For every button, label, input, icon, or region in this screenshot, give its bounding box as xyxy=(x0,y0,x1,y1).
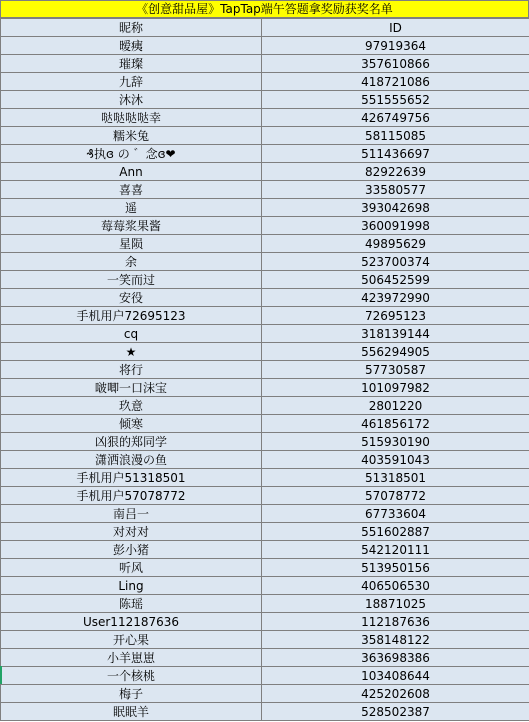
nickname-cell[interactable]: 糯米兔 xyxy=(1,127,262,145)
nickname-cell[interactable]: 余 xyxy=(1,253,262,271)
table-row xyxy=(1,559,529,577)
table-row xyxy=(1,487,529,505)
id-cell[interactable]: 363698386 xyxy=(262,649,529,667)
id-cell[interactable]: 318139144 xyxy=(262,325,529,343)
id-cell[interactable]: 403591043 xyxy=(262,451,529,469)
nickname-cell[interactable]: 彭小猪 xyxy=(1,541,262,559)
id-cell[interactable]: 103408644 xyxy=(262,667,529,685)
nickname-cell[interactable]: 眠眠羊 xyxy=(1,703,262,721)
nickname-cell[interactable]: 梅子 xyxy=(1,685,262,703)
nickname-cell[interactable]: 南吕一 xyxy=(1,505,262,523)
id-cell[interactable]: 513950156 xyxy=(262,559,529,577)
table-row xyxy=(1,181,529,199)
id-cell[interactable]: 112187636 xyxy=(262,613,529,631)
table-row xyxy=(1,235,529,253)
id-cell[interactable]: 358148122 xyxy=(262,631,529,649)
id-cell[interactable]: 49895629 xyxy=(262,235,529,253)
id-cell[interactable]: 551602887 xyxy=(262,523,529,541)
header-id-cell[interactable]: ID xyxy=(262,19,529,37)
nickname-cell[interactable]: 手机用户51318501 xyxy=(1,469,262,487)
nickname-cell[interactable]: 对对对 xyxy=(1,523,262,541)
table-row xyxy=(1,325,529,343)
id-cell[interactable]: 18871025 xyxy=(262,595,529,613)
nickname-cell[interactable]: 九辞 xyxy=(1,73,262,91)
nickname-cell[interactable]: ★ xyxy=(1,343,262,361)
id-cell[interactable]: 425202608 xyxy=(262,685,529,703)
table-row xyxy=(1,379,529,397)
table-row xyxy=(1,469,529,487)
header-name-cell[interactable]: 昵称 xyxy=(1,19,262,37)
nickname-cell[interactable]: 哒哒哒哒幸 xyxy=(1,109,262,127)
id-cell[interactable]: 97919364 xyxy=(262,37,529,55)
nickname-cell[interactable]: 倾寒 xyxy=(1,415,262,433)
nickname-cell[interactable]: 开心果 xyxy=(1,631,262,649)
table-row xyxy=(1,685,529,703)
table-row xyxy=(1,217,529,235)
id-cell[interactable]: 57730587 xyxy=(262,361,529,379)
nickname-cell[interactable]: 遥 xyxy=(1,199,262,217)
id-cell[interactable]: 418721086 xyxy=(262,73,529,91)
nickname-cell[interactable]: 陈瑶 xyxy=(1,595,262,613)
table-row xyxy=(1,73,529,91)
nickname-cell[interactable]: 暧痍 xyxy=(1,37,262,55)
table-row xyxy=(1,613,529,631)
nickname-cell[interactable]: 将行 xyxy=(1,361,262,379)
nickname-cell[interactable]: 喜喜 xyxy=(1,181,262,199)
nickname-cell[interactable]: 小羊崽崽 xyxy=(1,649,262,667)
table-row xyxy=(1,55,529,73)
nickname-cell[interactable]: 一个核桃 xyxy=(1,667,262,685)
id-cell[interactable]: 357610866 xyxy=(262,55,529,73)
id-cell[interactable]: 67733604 xyxy=(262,505,529,523)
nickname-cell[interactable]: 沐沐 xyxy=(1,91,262,109)
id-cell[interactable]: 82922639 xyxy=(262,163,529,181)
id-cell[interactable]: 406506530 xyxy=(262,577,529,595)
id-cell[interactable]: 426749756 xyxy=(262,109,529,127)
table-row xyxy=(1,649,529,667)
table-row xyxy=(1,415,529,433)
nickname-cell[interactable]: 一笑而过 xyxy=(1,271,262,289)
table-row xyxy=(1,199,529,217)
id-cell[interactable]: 360091998 xyxy=(262,217,529,235)
id-cell[interactable]: 528502387 xyxy=(262,703,529,721)
nickname-cell[interactable]: Ling xyxy=(1,577,262,595)
id-cell[interactable]: 515930190 xyxy=(262,433,529,451)
id-cell[interactable]: 33580577 xyxy=(262,181,529,199)
table-row xyxy=(1,145,529,163)
id-cell[interactable]: 551555652 xyxy=(262,91,529,109)
nickname-cell[interactable]: 莓莓浆果酱 xyxy=(1,217,262,235)
id-cell[interactable]: 556294905 xyxy=(262,343,529,361)
nickname-cell[interactable]: 璀璨 xyxy=(1,55,262,73)
id-cell[interactable]: 393042698 xyxy=(262,199,529,217)
id-cell[interactable]: 2801220 xyxy=(262,397,529,415)
table-row xyxy=(1,523,529,541)
table-row xyxy=(1,703,529,721)
table-row xyxy=(1,595,529,613)
id-cell[interactable]: 58115085 xyxy=(262,127,529,145)
nickname-cell[interactable]: 听风 xyxy=(1,559,262,577)
table-row xyxy=(1,91,529,109)
table-row xyxy=(1,127,529,145)
table-row xyxy=(1,505,529,523)
table-row xyxy=(1,109,529,127)
table-row xyxy=(1,451,529,469)
id-cell[interactable]: 523700374 xyxy=(262,253,529,271)
nickname-cell[interactable]: 手机用户72695123 xyxy=(1,307,262,325)
header-row xyxy=(1,19,529,37)
table-row xyxy=(1,631,529,649)
table-row xyxy=(1,361,529,379)
nickname-cell[interactable]: Ann xyxy=(1,163,262,181)
table-row xyxy=(1,271,529,289)
nickname-cell[interactable]: 手机用户57078772 xyxy=(1,487,262,505)
id-cell[interactable]: 423972990 xyxy=(262,289,529,307)
table-row xyxy=(1,307,529,325)
table-row xyxy=(1,577,529,595)
id-cell[interactable]: 101097982 xyxy=(262,379,529,397)
nickname-cell[interactable]: 安役 xyxy=(1,289,262,307)
table-row xyxy=(1,343,529,361)
nickname-cell[interactable]: User112187636 xyxy=(1,613,262,631)
nickname-cell[interactable]: 星陨 xyxy=(1,235,262,253)
table-row xyxy=(1,253,529,271)
id-cell[interactable]: 506452599 xyxy=(262,271,529,289)
nickname-cell[interactable]: 玖意 xyxy=(1,397,262,415)
id-cell[interactable]: 57078772 xyxy=(262,487,529,505)
winner-table xyxy=(0,18,529,721)
id-cell[interactable]: 511436697 xyxy=(262,145,529,163)
nickname-cell[interactable]: ₰执ɞ の ゛念ɞ❤ xyxy=(1,145,262,163)
table-row xyxy=(1,163,529,181)
table-row xyxy=(1,541,529,559)
nickname-cell[interactable]: 凶狠的郑同学 xyxy=(1,433,262,451)
table-row xyxy=(1,397,529,415)
id-cell[interactable]: 461856172 xyxy=(262,415,529,433)
sheet-title[interactable]: 《创意甜品屋》TapTap端午答题拿奖励获奖名单 xyxy=(0,0,529,18)
nickname-cell[interactable]: cq xyxy=(1,325,262,343)
nickname-cell[interactable]: 啵唧一口沫宝 xyxy=(1,379,262,397)
id-cell[interactable]: 72695123 xyxy=(262,307,529,325)
nickname-cell[interactable]: 潇洒浪漫の鱼 xyxy=(1,451,262,469)
table-row xyxy=(1,289,529,307)
id-cell[interactable]: 542120111 xyxy=(262,541,529,559)
table-row xyxy=(1,37,529,55)
id-cell[interactable]: 51318501 xyxy=(262,469,529,487)
table-row xyxy=(1,433,529,451)
table-row xyxy=(1,667,529,685)
row-selection-marker xyxy=(0,666,2,684)
